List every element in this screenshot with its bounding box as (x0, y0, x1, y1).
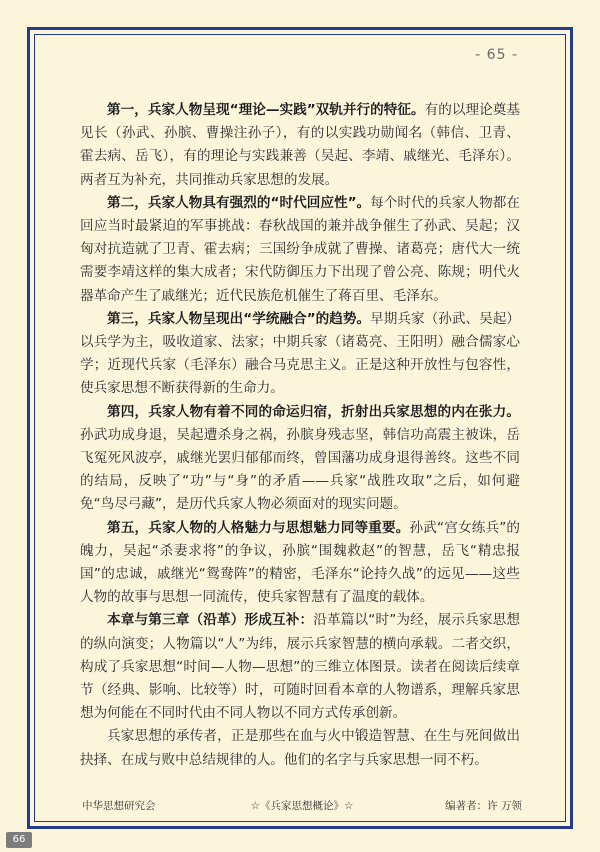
body-text (80, 99, 520, 772)
paragraph-body: 每个时代的兵家人物都在回应当时最紧迫的军事挑战：春秋战国的兼并战争催生了孙武、吴起；汉匈对抗造就了卫青、霍去病；三国纷争成就了曹操、诸葛亮；唐代大一统需要李靖这样的集大成者；宋代防御压力下出现了曾公亮、陈规；明代火器革命产生了戚继光；近代民族危机催生了蒋百里、毛泽东。 (80, 194, 521, 304)
paragraph-heading: 第二，兵家人物具有强烈的“时代回应性”。 (107, 194, 371, 211)
paragraph-2 (80, 192, 520, 308)
page-footer (82, 798, 522, 816)
paragraph-1 (80, 99, 520, 192)
paragraph-body: 兵家思想的承传者，正是那些在血与火中锻造智慧、在生与死间做出抉择、在成与败中总结规律的人。他们的名字与兵家思想一同不朽。 (80, 728, 520, 768)
page-number: - 65 - (475, 47, 518, 63)
footer-publisher: 中华思想研究会 (82, 800, 156, 812)
paragraph-heading: 第五，兵家人物的人格魅力与思想魅力同等重要。 (107, 519, 410, 536)
paragraph-3 (80, 308, 520, 401)
paragraph-5 (80, 517, 520, 610)
paragraph-body: 孙武“宫女练兵”的魄力，吴起“杀妻求将”的争议，孙膑“围魏救赵”的智慧，岳飞“精忠报国”的忠诚，戚继光“鸳鸯阵”的精密，毛泽东“论持久战”的远见——这些人物的故事与思想一同流传，使兵家智慧有了温度的载体。 (80, 519, 520, 606)
paragraph-4 (80, 401, 520, 517)
page-indicator-badge: 66 (6, 832, 32, 848)
paragraph-7 (80, 725, 520, 771)
footer-book-title: ☆《兵家思想概论》☆ (250, 800, 354, 812)
footer-author: 编著者：许 万领 (445, 800, 522, 812)
paragraph-heading: 第四，兵家人物有着不同的命运归宿，折射出兵家思想的内在张力。 (107, 403, 520, 420)
paragraph-heading: 第三，兵家人物呈现出“学统融合”的趋势。 (107, 310, 371, 327)
paragraph-body: 孙武功成身退，吴起遭杀身之祸，孙膑身残志坚，韩信功高震主被诛，岳飞冤死风波亭，戚继光罢归郁郁而终，曾国藩功成身退得善终。这些不同的结局，反映了“功”与“身”的矛盾——兵家“战胜攻取”之后，如何避免“鸟尽弓藏”，是历代兵家人物必须面对的现实问题。 (80, 426, 520, 513)
paragraph-body: 沿革篇以“时”为经，展示兵家思想的纵向演变；人物篇以“人”为纬，展示兵家智慧的横向承载。二者交织，构成了兵家思想“时间—人物—思想”的三维立体图景。读者在阅读后续章节（经典、影响、比较等）时，可随时回看本章的人物谱系，理解兵家思想为何能在不同时代由不同人物以不同方式传承创新。 (80, 612, 520, 722)
paragraph-6 (80, 609, 520, 725)
paragraph-heading: 本章与第三章（沿革）形成互补： (107, 612, 314, 629)
paragraph-heading: 第一，兵家人物呈现“理论—实践”双轨并行的特征。 (107, 102, 425, 118)
paragraph-body: 早期兵家（孙武、吴起）以兵学为主，吸收道家、法家；中期兵家（诸葛亮、王阳明）融合儒家心学；近现代兵家（毛泽东）融合马克思主义。正是这种开放性与包容性，使兵家思想不断获得新的生命力。 (80, 310, 521, 397)
paragraph-body: 有的以理论奠基见长（孙武、孙膑、曹操注孙子），有的以实践功勋闻名（韩信、卫青、霍去病、岳飞），有的理论与实践兼善（吴起、李靖、戚继光、毛泽东）。两者互为补充，共同推动兵家思想的发展。 (80, 102, 520, 188)
